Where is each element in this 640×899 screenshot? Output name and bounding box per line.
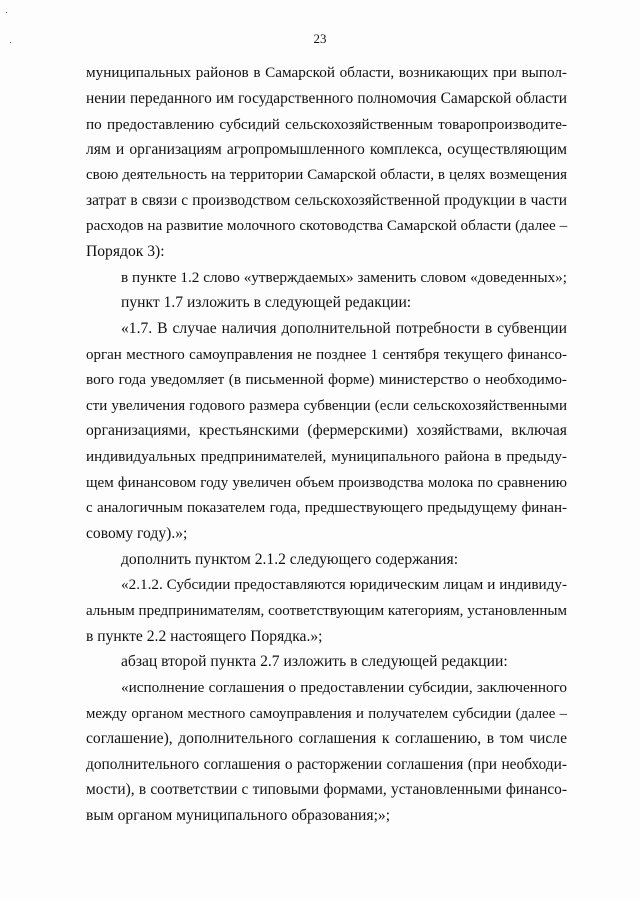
- text-line: орган местного самоуправления не позднее 1 сентября текущего финансо-: [86, 347, 567, 363]
- text-line: индивидуальных предпринимателей, муниципального района в предыду-: [86, 448, 567, 465]
- text-line: лям и организациям агропромышленного комплекса, осуществляющим: [86, 141, 567, 158]
- text-line: по предоставлению субсидий сельскохозяйственным товаропроизводите-: [86, 116, 567, 133]
- text-line: щем финансовом году увеличен объем производства молока по сравнению: [86, 475, 567, 491]
- text-line: между органом местного самоуправления и получателем субсидии (далее –: [86, 706, 567, 722]
- text-line: дополнить пунктом 2.1.2 следующего содержания:: [121, 551, 459, 568]
- text-line: Порядок 3):: [86, 243, 165, 260]
- text-line: соглашение), дополнительного соглашения к соглашению, в том числе: [86, 730, 567, 747]
- text-line: «2.1.2. Субсидии предоставляются юридическим лицам и индивиду-: [121, 576, 567, 593]
- text-line: «исполнение соглашения о предоставлении субсидии, заключенного: [121, 679, 567, 696]
- text-line: «1.7. В случае наличия дополнительной потребности в субвенции: [121, 320, 567, 337]
- text-line: в пункте 2.2 настоящего Порядка.»;: [86, 628, 323, 645]
- text-line: затрат в связи с производством сельскохозяйственной продукции в части: [86, 192, 567, 209]
- text-line: в пункте 1.2 слово «утверждаемых» заменить словом «доведенных»;: [121, 269, 567, 286]
- text-line: вым органом муниципального образования;»;: [86, 807, 391, 824]
- text-line: дополнительного соглашения о расторжении соглашения (при необходи-: [86, 756, 567, 773]
- text-line: совому году).»;: [86, 525, 188, 542]
- text-line: свою деятельность на территории Самарской области, в целях возмещения: [86, 167, 567, 183]
- text-line: нении переданного им государственного полномочия Самарской области: [86, 90, 567, 107]
- text-line: муниципальных районов в Самарской области, возникающих при выпол-: [86, 64, 567, 81]
- text-line: вого года уведомляет (в письменной форме) министерство о необходимо-: [86, 371, 567, 388]
- scan-speck: [6, 12, 7, 13]
- text-line: пункт 1.7 изложить в следующей редакции:: [121, 294, 412, 311]
- text-line: абзац второй пункта 2.7 изложить в следующей редакции:: [121, 653, 508, 670]
- text-line: альным предпринимателям, соответствующим категориям, установленным: [86, 603, 567, 619]
- text-line: с аналогичным показателем года, предшествующего предыдущему финан-: [86, 500, 567, 516]
- text-line: организациями, крестьянскими (фермерскими) хозяйствами, включая: [86, 422, 567, 439]
- page-number: 23: [313, 31, 327, 46]
- text-line: мости), в соответствии с типовыми формами, установленными финансо-: [86, 781, 567, 798]
- text-line: расходов на развитие молочного скотоводства Самарской области (далее –: [86, 217, 568, 234]
- text-line: сти увеличения годового размера субвенции (если сельскохозяйственными: [86, 398, 567, 414]
